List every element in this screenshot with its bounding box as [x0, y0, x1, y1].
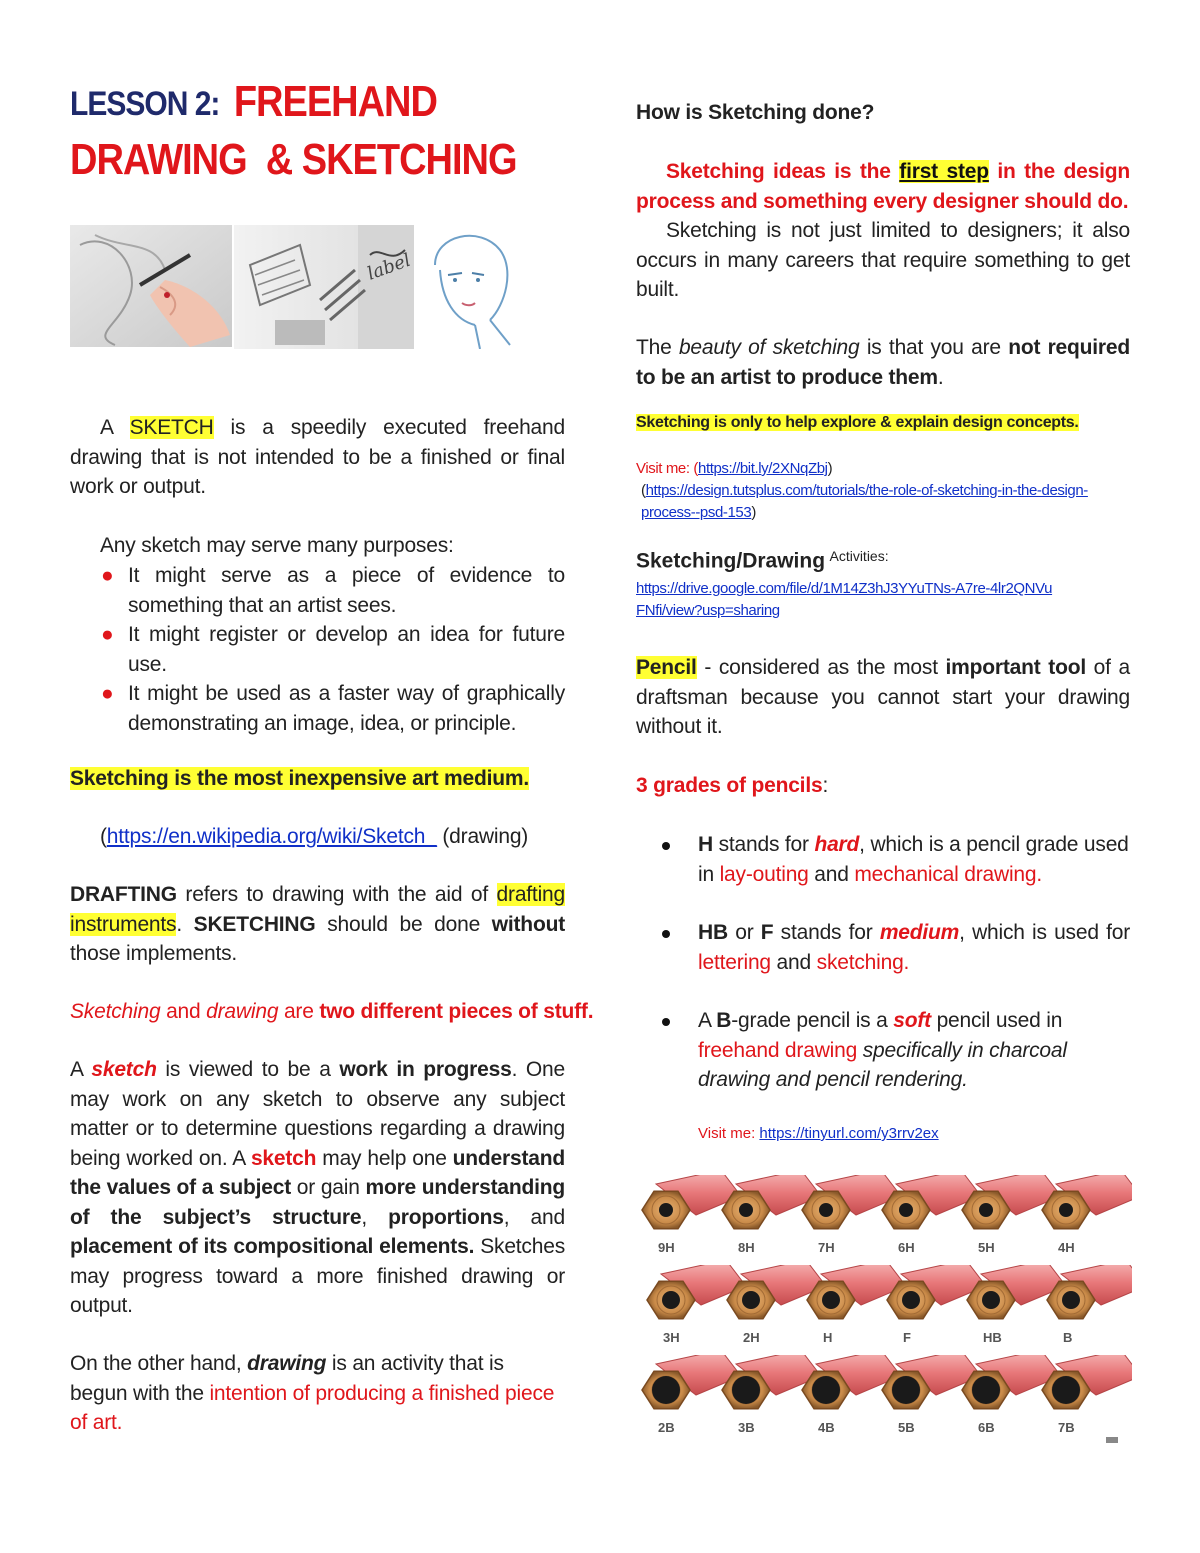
grades-list [636, 830, 1130, 1095]
sketch-word: SKETCH [129, 416, 214, 439]
bullet-dot-icon: ● [101, 564, 114, 587]
grade-label: 8H [738, 1240, 755, 1255]
not-limited-paragraph: Sketching is not just limited to designers; it also occurs in many careers that require something to get built. [636, 219, 1130, 301]
list-item: ● It might register or develop an idea for future use. [99, 620, 565, 679]
purposes-intro: Any sketch may serve many purposes: [100, 534, 454, 557]
first-step-paragraph: Sketching ideas is the first step in the design process and something every designer should do. [636, 160, 1131, 213]
grade-label: 6B [978, 1420, 995, 1435]
drafting-paragraph: DRAFTING refers to drawing with the aid of drafting instruments. SKETCHING should be done without those implements. [70, 883, 565, 965]
bullet-dot-icon: ● [101, 623, 114, 646]
grade-label: HB [983, 1330, 1002, 1345]
tutsplus-link[interactable]: https://design.tutsplus.com/tutorials/the-role-of-sketching-in-the-design-process--psd-153 [641, 482, 1088, 521]
grade-label: 5H [978, 1240, 995, 1255]
pencil-B [1047, 1265, 1132, 1345]
purposes-list [99, 561, 565, 738]
pencil-paragraph: Pencil - considered as the most important tool of a draftsman because you cannot start your drawing without it. [636, 656, 1130, 738]
different-note: Sketching and drawing are two different pieces of stuff. [70, 1000, 594, 1023]
list-item: ● It might be used as a faster way of graphically demonstrating an image, idea, or principle. [99, 679, 565, 738]
sketch-illustrations [70, 225, 515, 349]
pencil-row [636, 1175, 1132, 1265]
sketch-definition [70, 413, 565, 502]
grade-label: 7H [818, 1240, 835, 1255]
visit-links: Visit me: (https://bit.ly/2XNqZbj) (https://design.tutsplus.com/tutorials/the-role-of-sketching-in-the-design-process--psd-153) [636, 460, 1088, 521]
grade-label: 3B [738, 1420, 755, 1435]
list-item: ● It might serve as a piece of evidence to something that an artist sees. [99, 561, 565, 620]
grade-label: 3H [663, 1330, 680, 1345]
pencil-4H [1042, 1175, 1132, 1255]
activities-link[interactable]: https://drive.google.com/file/d/1M14Z3hJ3YYuTNs-A7re-4lr2QNVuFNfi/view?usp=sharing [636, 580, 1053, 619]
explore-note: Sketching is only to help explore & explain design concepts. [636, 414, 1079, 431]
wiki-reference: (https://en.wikipedia.org/wiki/Sketch_ (drawing) [100, 825, 529, 848]
visit-tinyurl: Visit me: https://tinyurl.com/y3rrv2ex [698, 1125, 939, 1142]
pencil-row [636, 1355, 1132, 1445]
beauty-paragraph: The beauty of sketching is that you are not required to be an artist to produce them. [636, 336, 1130, 389]
grade-label: 5B [898, 1420, 915, 1435]
tinyurl-link[interactable]: https://tinyurl.com/y3rrv2ex [759, 1125, 939, 1142]
list-item: A B-grade pencil is a soft pencil used in freehand drawing specifically in charcoal drawing and pencil rendering. [636, 1006, 1130, 1095]
wiki-link[interactable]: https://en.wikipedia.org/wiki/Sketch_ [106, 825, 437, 848]
how-title: How is Sketching done? [636, 101, 875, 124]
grade-label: H [823, 1330, 833, 1345]
pencil-7B [1042, 1355, 1132, 1435]
grade-label: F [903, 1330, 911, 1345]
sketch-def-rest: is a speedily executed freehand drawing that is not intended to be a finished or final work or output. [70, 416, 565, 498]
title-drawing-sketching: DRAWING & SKETCHING [70, 136, 517, 185]
bullet-dot-icon [662, 930, 670, 938]
inexpensive-note: Sketching is the most inexpensive art medium. [70, 767, 529, 790]
grade-label: 4H [1058, 1240, 1075, 1255]
grades-title: 3 grades of pencils: [636, 774, 829, 797]
pencil-row [636, 1265, 1132, 1355]
grade-label: 2B [658, 1420, 675, 1435]
list-item: HB or F stands for medium, which is used for lettering and sketching. [636, 918, 1130, 977]
sketch-def-a: A [100, 416, 130, 439]
lesson-label: LESSON 2: [70, 85, 220, 123]
activities-heading: Sketching/Drawing $^{Activities:}$ [636, 548, 889, 573]
bitly-link[interactable]: https://bit.ly/2XNqZbj [698, 460, 828, 477]
svg-text:label: label [364, 249, 414, 285]
bullet-dot-icon: ● [101, 682, 114, 705]
list-item: H stands for hard, which is a pencil grade used in lay-outing and mechanical drawing. [636, 830, 1130, 889]
drawing-paragraph: On the other hand, drawing is an activity that is begun with the intention of producing a finished piece of art. [70, 1352, 555, 1434]
grade-label: 7B [1058, 1420, 1075, 1435]
sketch-illustrations-image [70, 225, 515, 349]
scale-mark [1106, 1437, 1118, 1443]
grade-label: 6H [898, 1240, 915, 1255]
grade-label: 4B [818, 1420, 835, 1435]
grade-label: 9H [658, 1240, 675, 1255]
bullet-dot-icon [662, 1018, 670, 1026]
grade-label: 2H [743, 1330, 760, 1345]
work-in-progress-paragraph: A sketch is viewed to be a work in progress. One may work on any sketch to observe any subject matter or to determine questions regarding a drawing being worked on. A sketch may help one understand the values of a subject or gain more understanding of the subject’s structure, proportions, and placement of its compositional elements. Sketches may progress toward a more finished drawing or output. [70, 1058, 566, 1317]
pencil-grades-image [636, 1175, 1132, 1445]
grade-label: B [1063, 1330, 1073, 1345]
bullet-dot-icon [662, 842, 670, 850]
lesson-title [70, 78, 437, 127]
title-freehand: FREEHAND [233, 78, 437, 127]
